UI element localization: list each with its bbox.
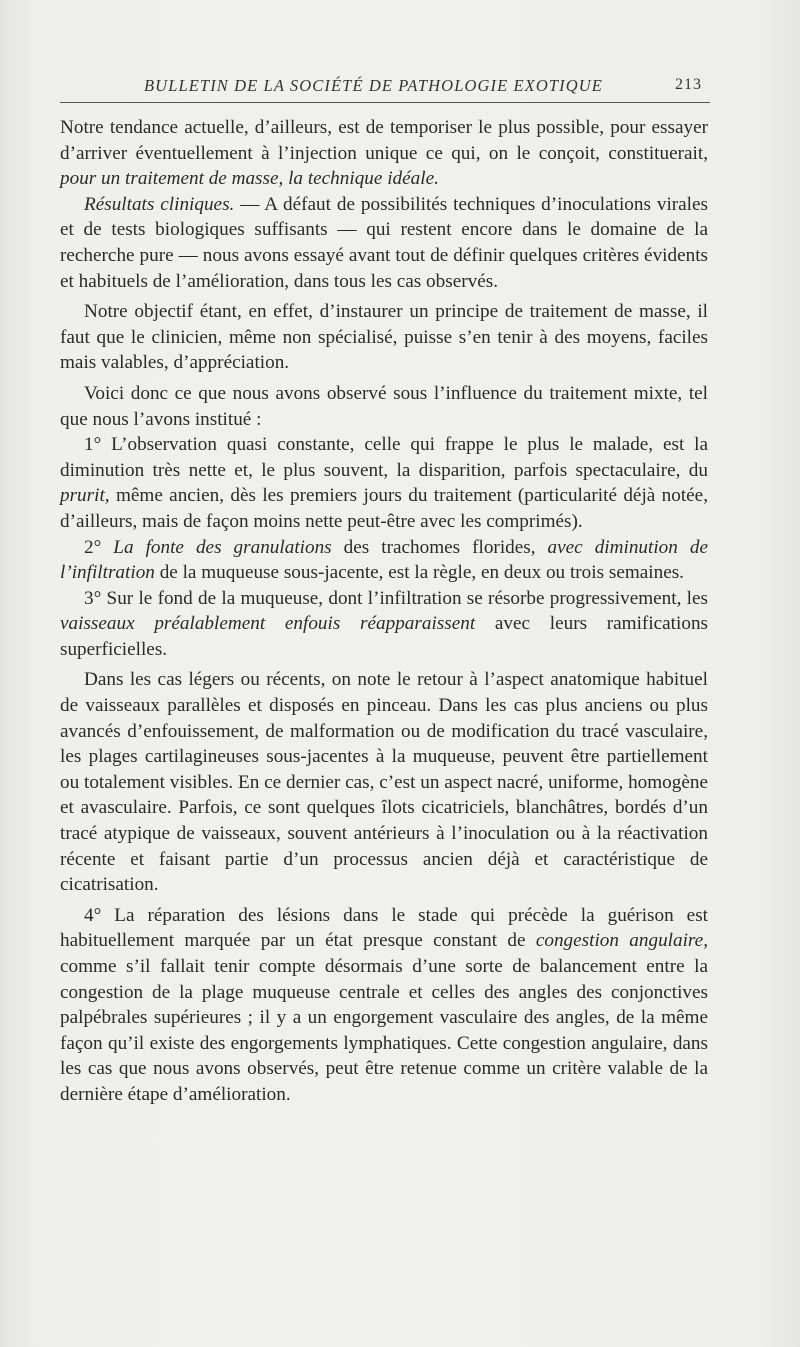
paragraph-item-3: 3° Sur le fond de la muqueuse, dont l’infiltration se résorbe progressivement, les vaisseaux préalablement enfouis réapparaissent avec leurs ramifications superficielles. <box>60 587 708 660</box>
paragraph-tendance: Notre tendance actuelle, d’ailleurs, est de temporiser le plus possible, pour essayer d’arriver éventuellement à l’injection unique ce qui, on le conçoit, constituerait, pour un traitement de masse, la technique idéale. <box>60 117 708 190</box>
paragraph-item-2: 2° La fonte des granulations des trachomes florides, avec diminution de l’infiltration de la muqueuse sous-jacente, est la règle, en deux ou trois semaines. <box>60 536 708 584</box>
header-rule <box>60 102 710 103</box>
emphasis-text: prurit, <box>60 485 110 507</box>
emphasis-text: La fonte des granulations <box>113 536 332 558</box>
paragraph-item-1: 1° L’observation quasi constante, celle qui frappe le plus le malade, est la diminution très nette et, le plus souvent, la disparition, parfois spectaculaire, du prurit, même ancien, dès les premiers jours du traitement (particularité déjà notée, d’ailleurs, mais de façon moins nette peut-être avec les comprimés). <box>60 434 708 532</box>
running-head: BULLETIN DE LA SOCIÉTÉ DE PATHOLOGIE EXOTIQUE <box>144 76 603 95</box>
paragraph-resultats: Résultats cliniques. — A défaut de possibilités techniques d’inoculations virales et de tests biologiques suffisants — qui restent encore dans le domaine de la recherche pure — nous avons essayé avant tout de définir quelques critères évidents et habituels de l’amélioration, dans tous les cas observés. <box>60 193 708 292</box>
paragraph-cas-legers: Dans les cas légers ou récents, on note le retour à l’aspect anatomique habituel de vaisseaux parallèles et disposés en pinceau. Dans les cas plus anciens ou plus avancés d’enfouissement, de malformation ou de modification du tracé vasculaire, les plages cartilagineuses sous-jacentes à la muqueuse, peuvent être partiellement ou totalement visibles. En ce dernier cas, c’est un aspect nacré, uniforme, homogène et avasculaire. Parfois, ce sont quelques îlots cicatriciels, blanchâtres, bordés d’un tracé atypique de vaisseaux, souvent antérieurs à l’inoculation ou à la réactivation récente et faisant partie d’un processus ancien déjà et caractéristique de cicatrisation. <box>60 669 708 896</box>
emphasis-text: congestion angulaire, <box>535 930 708 952</box>
page-number: 213 <box>675 76 702 93</box>
page-header <box>60 74 710 104</box>
emphasis-text: vaisseaux préalablement enfouis réapparaissent <box>60 613 476 635</box>
paragraph-voici: Voici donc ce que nous avons observé sous l’influence du traitement mixte, tel que nous l’avons institué : <box>60 382 708 430</box>
paragraph-item-4: 4° La réparation des lésions dans le stade qui précède la guérison est habituellement marquée par un état presque constant de congestion angulaire, comme s’il fallait tenir compte désormais d’une sorte de balancement entre la congestion de la plage muqueuse centrale et celles des angles des conjonctives palpébrales supérieures ; il y a un engorgement vasculaire des angles, de la même façon qu’il existe des engorgements lymphatiques. Cette congestion angulaire, dans les cas que nous avons observés, peut être retenue comme un critère valable de la dernière étape d’amélioration. <box>60 904 708 1105</box>
body-text <box>60 115 708 1108</box>
emphasis-text: pour un traitement de masse, la technique idéale. <box>60 168 439 190</box>
emphasis-text: avec diminution de l’infiltration <box>60 536 708 584</box>
paragraph-objectif: Notre objectif étant, en effet, d’instaurer un principe de traitement de masse, il faut que le clinicien, même non spécialisé, puisse s’en tenir à des moyens, faciles mais valables, d’appréciation. <box>60 301 708 374</box>
section-lead: Résultats cliniques. <box>84 193 235 215</box>
